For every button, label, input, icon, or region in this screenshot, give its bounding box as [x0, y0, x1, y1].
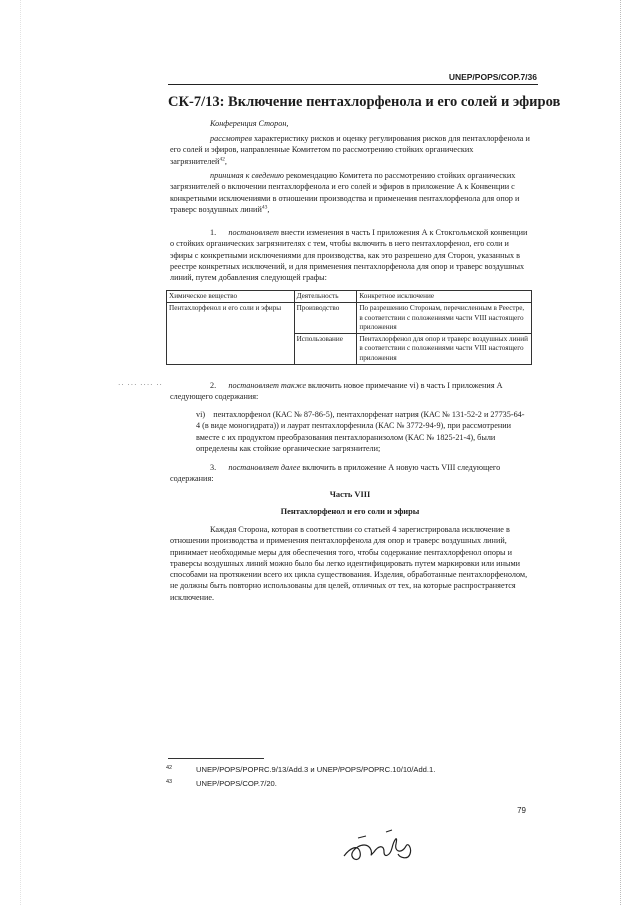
decision-title: СК-7/13: Включение пентахлорфенола и его солей и эфиров: [168, 94, 561, 110]
footnote-number: 42: [166, 765, 173, 771]
part-viii-text: Каждая Сторона, которая в соответствии со статьей 4 зарегистрировала исключение в отношении производства и применения пентахлорфенола для опор и траверс воздушных линий, принимает необходимые меры для обеспечения того, чтобы содержание пентахлорфенол опоры и траверсы воздушных линий можно было бы легко идентифицировать путем маркировки или иными способами на протяжении всего их цикла существования. Изделия, обработанные пентахлорфенолом, не должны быть повторно использованы для целей, отличных от тех, на которые распространяется исключение.: [170, 525, 528, 602]
note-vi-text: пентахлорфенол (КАС № 87-86-5), пентахлорфенат натрия (КАС № 131-52-2 и 27735-64-4 (в виде моногидрата)) и лаурат пентахлорфенила (КАС № 3772-94-9), при рассмотрении вместе с их продуктом преобразования пентахлоранизолом (КАС № 1825-21-4), были определены как стойкие органические загрязнители;: [196, 410, 525, 453]
footnote-text: UNEP/POPS/POPRC.9/13/Add.3 и UNEP/POPS/POPRC.10/10/Add.1.: [196, 765, 436, 774]
footnote-rule: [168, 758, 264, 759]
scan-edge-right: [620, 0, 622, 905]
p5-lead: постановляет далее: [228, 463, 301, 472]
note-vi-label: vi): [196, 410, 206, 419]
paragraph-considering: [170, 133, 530, 167]
p4-number: 2.: [210, 381, 217, 390]
footnote: [166, 765, 435, 774]
footnote-ref-42: 42: [219, 155, 225, 162]
document-code: UNEP/POPS/COP.7/36: [448, 72, 537, 82]
p1-lead: рассмотрев: [210, 134, 252, 143]
table-header: Конкретное исключение: [357, 291, 532, 303]
note-vi: [196, 409, 526, 454]
annex-table: [166, 290, 532, 365]
table-row: [167, 303, 532, 334]
p3-text: внести изменения в часть I приложения А к Стокгольмской конвенции о стойких органических загрязнителях с тем, чтобы включить в него пентахлорфенол, его соли и эфиры с конкретными исключениями для производства, как это разрешено для Сторон, указанных в реестре конкретных исключений, и для применения пентахлорфенола для опор и траверс воздушных линий, путем добавления следующей графы:: [170, 228, 528, 283]
part-heading: Часть VIII: [329, 490, 371, 499]
p3-number: 1.: [210, 228, 217, 237]
header-rule: [168, 84, 538, 85]
conference-line: [170, 118, 530, 129]
table-header-row: [167, 291, 532, 303]
paragraph-3: [170, 462, 530, 485]
table-cell: Пентахлорфенол для опор и траверс воздушных линий в соответствии с положениями части VIII настоящего приложения: [357, 334, 532, 365]
scan-edge-left: [20, 0, 22, 905]
p3-lead: постановляет: [228, 228, 279, 237]
table-cell: По разрешению Сторонам, перечисленным в Реестре, в соответствии с положениями части VIII настоящего приложения: [357, 303, 532, 334]
footnote: [166, 779, 277, 788]
p1-end: ,: [224, 156, 227, 166]
p2-end: ,: [267, 204, 270, 214]
footnote-text: UNEP/POPS/COP.7/20.: [196, 779, 277, 788]
p2-lead: принимая к сведению: [210, 171, 284, 180]
footnote-number: 43: [166, 779, 173, 785]
margin-mark: ·· ··· ···· ··: [118, 381, 163, 389]
table-cell: Использование: [294, 334, 357, 365]
p4-lead: постановляет также: [228, 381, 306, 390]
p1-text: характеристику рисков и оценку регулирования рисков для пентахлорфенола и его солей и эфиров, направленные Комитетом по рассмотрению стойких органических загрязнителей: [170, 134, 530, 166]
p5-number: 3.: [210, 463, 217, 472]
p5-text: включить в приложение А новую часть VIII следующего содержания:: [170, 463, 501, 484]
p4-text: включить новое примечание vi) в часть I приложения А следующего содержания:: [170, 381, 503, 402]
paragraph-1: [170, 227, 530, 283]
table-cell: Производство: [294, 303, 357, 334]
footnote-ref-43: 43: [261, 204, 268, 211]
part-subheading: Пентахлорфенол и его соли и эфиры: [280, 507, 420, 516]
table-cell: Пентахлорфенол и его соли и эфиры: [167, 303, 295, 365]
paragraph-noting: [170, 170, 530, 215]
paragraph-2: [170, 380, 530, 403]
page-number: 79: [517, 806, 526, 815]
table-header: Химическое вещество: [167, 291, 295, 303]
handwritten-signature: [340, 826, 420, 866]
p2-text: рекомендацию Комитета по рассмотрению стойких органических загрязнителей о включении пентахлорфенола и его солей и эфиров в приложение А к Конвенции с конкретными исключениями в отношении производства и применения пентахлорфенола для опор и траверс воздушных линий: [170, 171, 520, 214]
conference-text: Конференция Сторон,: [210, 119, 289, 128]
table-header: Деятельность: [294, 291, 357, 303]
